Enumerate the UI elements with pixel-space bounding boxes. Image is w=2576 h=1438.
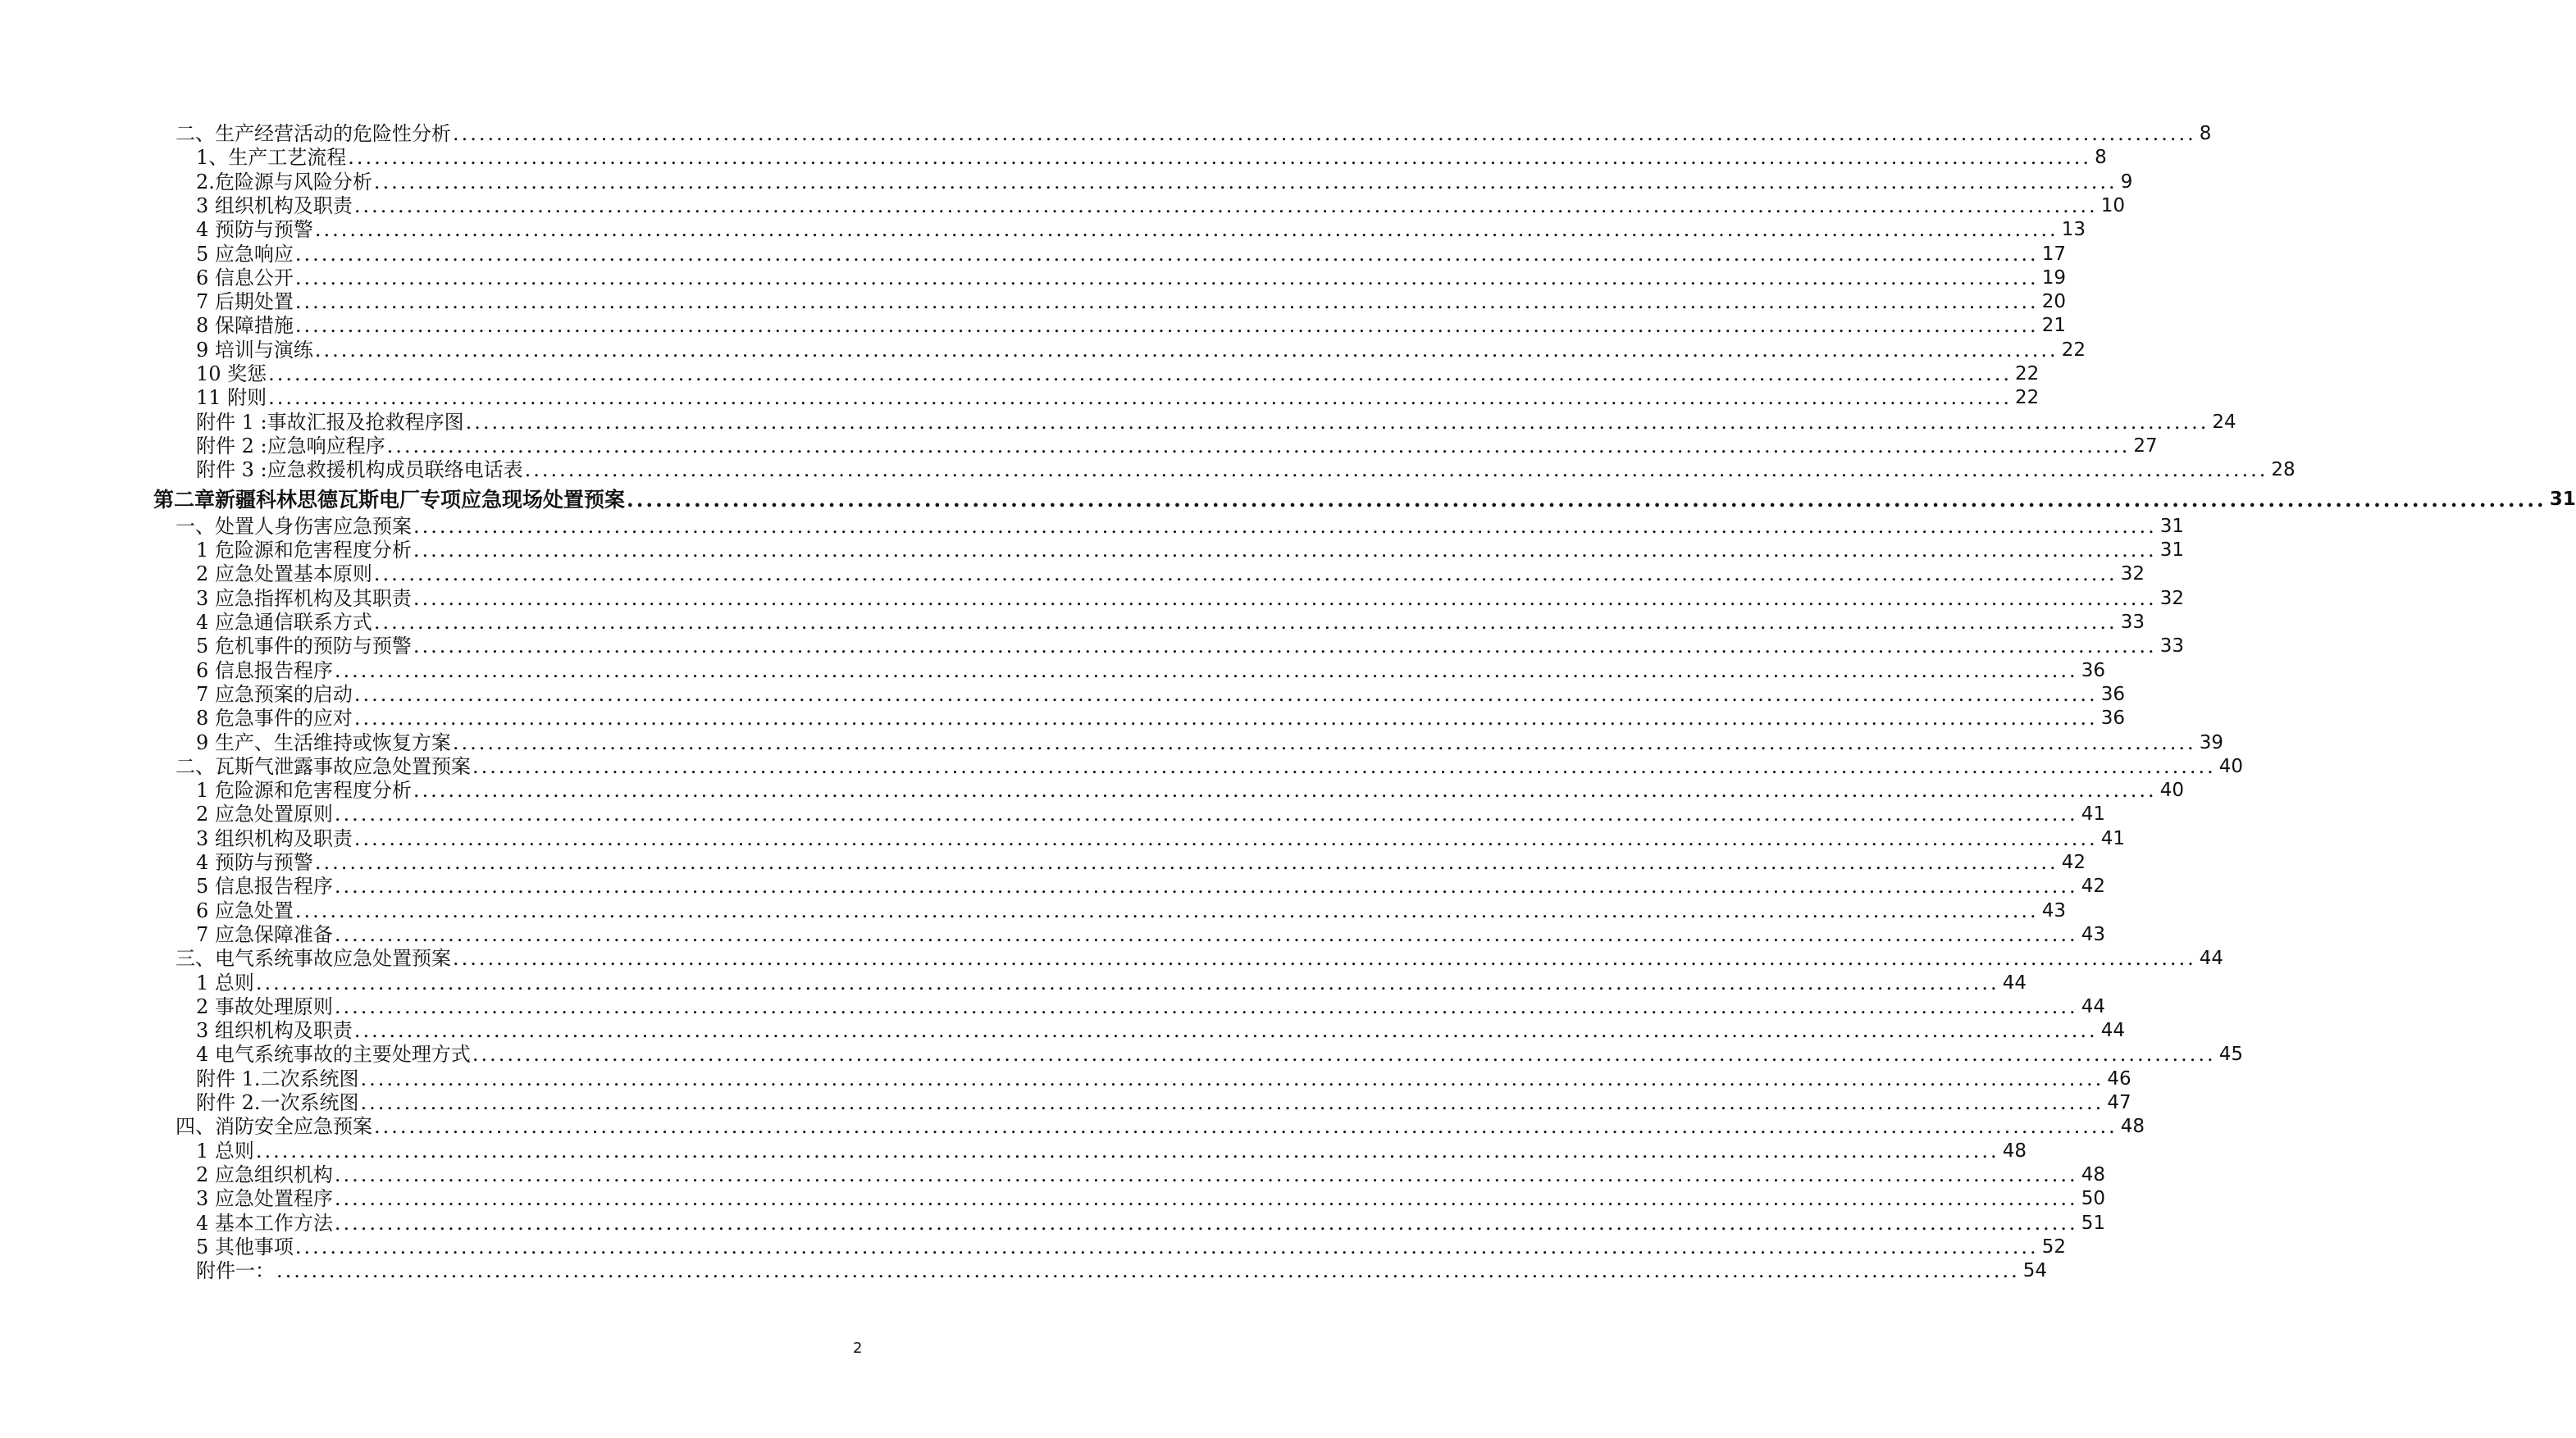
toc-entry-title: 附件 2 :应急响应程序 [196,435,385,457]
toc-page-number: 31 [2159,539,2184,561]
toc-dot-leader: ........................................................................................................................................................................................................ [314,339,2059,362]
toc-entry-title: 四、消防安全应急预案 [176,1115,372,1138]
toc-page-number: 40 [2159,780,2184,801]
toc-dot-leader: ........................................................................................................................................................................................................ [268,362,2012,385]
toc-entry[interactable] [196,1259,2048,1283]
toc-page-number: 48 [2081,1164,2105,1185]
toc-entry[interactable] [176,755,2244,779]
toc-entry-title: 8 危急事件的应对 [196,707,353,730]
toc-page-number: 41 [2100,828,2125,849]
toc-dot-leader: ........................................................................................................................................................................................................ [334,1187,2078,1210]
toc-page-number: 39 [2199,732,2223,753]
toc-dot-leader: ........................................................................................................................................................................................................ [268,386,2012,409]
toc-entry[interactable] [176,947,2224,971]
toc-entry[interactable] [196,362,2040,386]
toc-entry[interactable] [196,290,2066,314]
toc-entry[interactable] [176,515,2185,539]
toc-entry[interactable] [196,146,2107,170]
toc-entry[interactable] [196,171,2133,194]
toc-page-number: 45 [2218,1044,2243,1065]
toc-dot-leader: ........................................................................................................................................................................................................ [294,266,2039,289]
toc-entry[interactable] [196,1091,2131,1115]
toc-page-number: 48 [2002,1140,2027,1162]
toc-page-number: 27 [2133,435,2158,457]
toc-entry[interactable] [196,635,2184,658]
toc-dot-leader: ........................................................................................................................................................................................................ [413,779,2157,802]
toc-entry-title: 6 信息报告程序 [196,659,333,682]
toc-entry-title: 二、生产经营活动的危险性分析 [176,122,451,145]
toc-dot-leader: ........................................................................................................................................................................................................ [353,194,2098,217]
toc-page-number: 20 [2041,291,2066,312]
toc-entry[interactable] [196,266,2066,290]
toc-entry[interactable] [196,243,2066,266]
toc-dot-leader: ........................................................................................................................................................................................................ [314,851,2059,874]
toc-dot-leader: ........................................................................................................................................................................................................ [386,435,2131,457]
toc-entry-title: 8 保障措施 [196,314,294,337]
toc-dot-leader: ........................................................................................................................................................................................................ [334,659,2078,682]
toc-entry[interactable] [196,1163,2105,1187]
toc-entry-title: 1 危险源和危害程度分析 [196,539,412,562]
toc-entry-title: 3 组织机构及职责 [196,194,353,217]
toc-entry-title: 1 总则 [196,972,254,994]
toc-page-number: 31 [2549,489,2576,510]
toc-page-number: 10 [2100,195,2125,216]
toc-page-number: 43 [2081,924,2105,945]
toc-dot-leader: ........................................................................................................................................................................................................ [452,731,2196,754]
toc-entry-title: 6 信息公开 [196,266,294,289]
toc-dot-leader: ........................................................................................................................................................................................................ [314,218,2059,241]
toc-page-number: 33 [2159,635,2184,657]
toc-dot-leader: ........................................................................................................................................................................................................ [360,1091,2104,1114]
toc-chapter-entry[interactable] [153,488,2576,512]
toc-page-number: 19 [2041,267,2066,289]
toc-dot-leader: ........................................................................................................................................................................................................ [524,458,2268,481]
toc-entry-title: 2 应急组织机构 [196,1163,333,1186]
toc-dot-leader: ........................................................................................................................................................................................................ [627,488,2546,512]
toc-dot-leader: ........................................................................................................................................................................................................ [472,1043,2216,1066]
toc-entry[interactable] [196,435,2158,458]
toc-dot-leader: ........................................................................................................................................................................................................ [453,122,2196,145]
toc-dot-leader: ........................................................................................................................................................................................................ [334,923,2078,946]
toc-entry-title: 7 应急保障准备 [196,923,333,946]
toc-dot-leader: ........................................................................................................................................................................................................ [276,1259,2020,1282]
toc-entry[interactable] [196,339,2086,362]
toc-entry-title: 9 培训与演练 [196,339,313,362]
toc-page-number: 36 [2100,684,2125,705]
toc-dot-leader: ........................................................................................................................................................................................................ [334,995,2078,1018]
toc-page-number: 9 [2120,171,2133,193]
toc-entry[interactable] [196,314,2066,338]
toc-entry-title: 2 应急处置原则 [196,803,333,826]
toc-page-number: 32 [2159,588,2184,609]
toc-page-number: 22 [2014,363,2040,385]
toc-page-number: 32 [2120,563,2145,585]
toc-entry[interactable] [196,803,2105,826]
toc-entry[interactable] [196,707,2125,730]
toc-page-number: 28 [2271,459,2296,480]
toc-entry[interactable] [196,1067,2131,1091]
toc-page-number: 44 [2199,948,2224,969]
toc-page-number: 46 [2107,1068,2131,1090]
toc-page-number: 22 [2061,339,2086,361]
toc-dot-leader: ........................................................................................................................................................................................................ [453,947,2196,970]
toc-entry[interactable] [196,539,2184,562]
toc-page-number: 40 [2218,756,2244,777]
toc-dot-leader: ........................................................................................................................................................................................................ [294,243,2039,266]
toc-page-number: 24 [2212,412,2236,433]
toc-page-number: 42 [2061,852,2086,873]
toc-entry-title: 附件 2.一次系统图 [196,1091,359,1114]
toc-entry[interactable] [196,386,2040,410]
toc-entry[interactable] [196,659,2105,683]
toc-entry[interactable] [196,1140,2027,1163]
toc-entry-title: 5 危机事件的预防与预警 [196,635,412,658]
toc-entry-title: 5 信息报告程序 [196,875,333,898]
toc-page-number: 47 [2107,1092,2131,1113]
toc-entry[interactable] [196,875,2105,899]
toc-entry-title: 1、生产工艺流程 [196,146,347,169]
toc-entry-title: 6 应急处置 [196,899,294,922]
toc-dot-leader: ........................................................................................................................................................................................................ [373,562,2118,585]
toc-entry[interactable] [196,1187,2105,1211]
toc-page-number: 43 [2041,900,2066,922]
toc-page-number: 51 [2081,1213,2105,1234]
toc-dot-leader: ........................................................................................................................................................................................................ [413,539,2157,562]
toc-dot-leader: ........................................................................................................................................................................................................ [255,1140,1999,1163]
toc-entry-title: 2 事故处理原则 [196,995,333,1018]
toc-dot-leader: ........................................................................................................................................................................................................ [294,899,2039,922]
toc-entry-title: 4 电气系统事故的主要处理方式 [196,1043,471,1066]
toc-entry[interactable] [196,899,2066,923]
toc-entry[interactable] [196,683,2125,707]
toc-entry[interactable] [176,1115,2145,1139]
toc-page-number: 44 [2100,1020,2125,1041]
toc-dot-leader: ........................................................................................................................................................................................................ [255,972,1999,994]
toc-entry[interactable] [196,1212,2105,1235]
toc-entry[interactable] [176,122,2212,146]
toc-dot-leader: ........................................................................................................................................................................................................ [353,1019,2098,1042]
toc-dot-leader: ........................................................................................................................................................................................................ [334,875,2078,898]
toc-dot-leader: ........................................................................................................................................................................................................ [353,827,2098,850]
toc-entry-title: 附件一： [196,1259,275,1282]
toc-entry-title: 7 应急预案的启动 [196,683,353,706]
toc-entry-title: 附件 1 :事故汇报及抢救程序图 [196,411,464,434]
toc-page-number: 31 [2159,516,2185,537]
toc-entry[interactable] [196,995,2105,1019]
toc-page-number: 52 [2041,1236,2066,1258]
toc-entry[interactable] [196,411,2236,435]
toc-entry-title: 3 组织机构及职责 [196,827,353,850]
toc-entry[interactable] [196,194,2125,218]
toc-entry-title: 第二章新疆科林思德瓦斯电厂专项应急现场处置预案 [153,488,626,512]
toc-page-number: 36 [2081,660,2105,681]
toc-dot-leader: ........................................................................................................................................................................................................ [334,803,2078,826]
toc-page-number: 33 [2120,612,2145,633]
toc-page-number: 41 [2081,803,2105,825]
toc-entry-title: 1 总则 [196,1140,254,1163]
toc-dot-leader: ........................................................................................................................................................................................................ [348,146,2092,169]
toc-dot-leader: ........................................................................................................................................................................................................ [334,1212,2078,1235]
toc-entry-title: 4 预防与预警 [196,851,313,874]
toc-page-number: 13 [2061,219,2086,240]
toc-dot-leader: ........................................................................................................................................................................................................ [294,1235,2039,1258]
toc-dot-leader: ........................................................................................................................................................................................................ [353,683,2098,706]
toc-entry-title: 4 应急通信联系方式 [196,611,372,634]
toc-entry[interactable] [196,611,2145,635]
toc-page-number: 50 [2081,1188,2105,1209]
toc-entry-title: 10 奖惩 [196,362,267,385]
toc-page-number: 44 [2002,972,2027,994]
toc-page-number: 8 [2199,123,2212,144]
toc-entry[interactable] [196,851,2086,875]
toc-page-number: 44 [2081,996,2105,1017]
toc-entry-title: 3 应急处置程序 [196,1187,333,1210]
toc-entry[interactable] [196,779,2184,803]
toc-page-number: 22 [2014,387,2040,408]
toc-page-number: 36 [2100,708,2125,729]
toc-entry-title: 4 预防与预警 [196,218,313,241]
toc-dot-leader: ........................................................................................................................................................................................................ [360,1067,2104,1090]
toc-entry[interactable] [196,1235,2066,1259]
toc-page-number: 42 [2081,876,2105,897]
toc-entry-title: 附件 1.二次系统图 [196,1067,359,1090]
toc-entry[interactable] [196,1019,2125,1043]
toc-entry-title: 1 危险源和危害程度分析 [196,779,412,802]
toc-entry-title: 5 应急响应 [196,243,294,266]
toc-entry[interactable] [196,827,2125,851]
toc-dot-leader: ........................................................................................................................................................................................................ [472,755,2216,778]
toc-dot-leader: ........................................................................................................................................................................................................ [413,515,2157,538]
toc-entry[interactable] [196,218,2086,242]
toc-entry-title: 11 附则 [196,386,267,409]
toc-dot-leader: ........................................................................................................................................................................................................ [465,411,2209,434]
toc-dot-leader: ........................................................................................................................................................................................................ [294,290,2039,313]
toc-dot-leader: ........................................................................................................................................................................................................ [373,171,2118,193]
toc-entry-title: 3 组织机构及职责 [196,1019,353,1042]
toc-page-number: 48 [2120,1116,2145,1137]
toc-entry-title: 7 后期处置 [196,290,294,313]
toc-page-number: 54 [2022,1260,2048,1281]
toc-page-number: 21 [2041,315,2066,336]
toc-page-number: 17 [2041,243,2066,265]
page-number: 2 [853,1340,863,1357]
toc-entry[interactable] [196,562,2145,586]
toc-entry-title: 2 应急处置基本原则 [196,562,372,585]
toc-dot-leader: ........................................................................................................................................................................................................ [294,314,2039,337]
toc-entry-title: 附件 3 :应急救援机构成员联络电话表 [196,458,523,481]
toc-entry-title: 3 应急指挥机构及其职责 [196,587,412,610]
toc-dot-leader: ........................................................................................................................................................................................................ [334,1163,2078,1186]
toc-entry-title: 二、瓦斯气泄露事故应急处置预案 [176,755,471,778]
toc-entry-title: 一、处置人身伤害应急预案 [176,515,412,538]
toc-entry[interactable] [196,972,2027,995]
toc-entry-title: 4 基本工作方法 [196,1212,333,1235]
toc-entry[interactable] [196,923,2105,947]
toc-dot-leader: ........................................................................................................................................................................................................ [413,587,2157,610]
toc-entry[interactable] [196,731,2223,755]
toc-entry-title: 5 其他事项 [196,1235,294,1258]
toc-dot-leader: ........................................................................................................................................................................................................ [353,707,2098,730]
toc-entry-title: 三、电气系统事故应急处置预案 [176,947,451,970]
toc-entry[interactable] [196,1043,2243,1067]
toc-dot-leader: ........................................................................................................................................................................................................ [413,635,2157,658]
toc-dot-leader: ........................................................................................................................................................................................................ [374,1115,2118,1138]
toc-dot-leader: ........................................................................................................................................................................................................ [373,611,2118,634]
toc-entry-title: 2.危险源与风险分析 [196,171,372,193]
toc-page-number: 8 [2095,147,2107,168]
toc-entry[interactable] [196,458,2296,482]
toc-entry-title: 9 生产、生活维持或恢复方案 [196,731,451,754]
toc-entry[interactable] [196,587,2184,611]
